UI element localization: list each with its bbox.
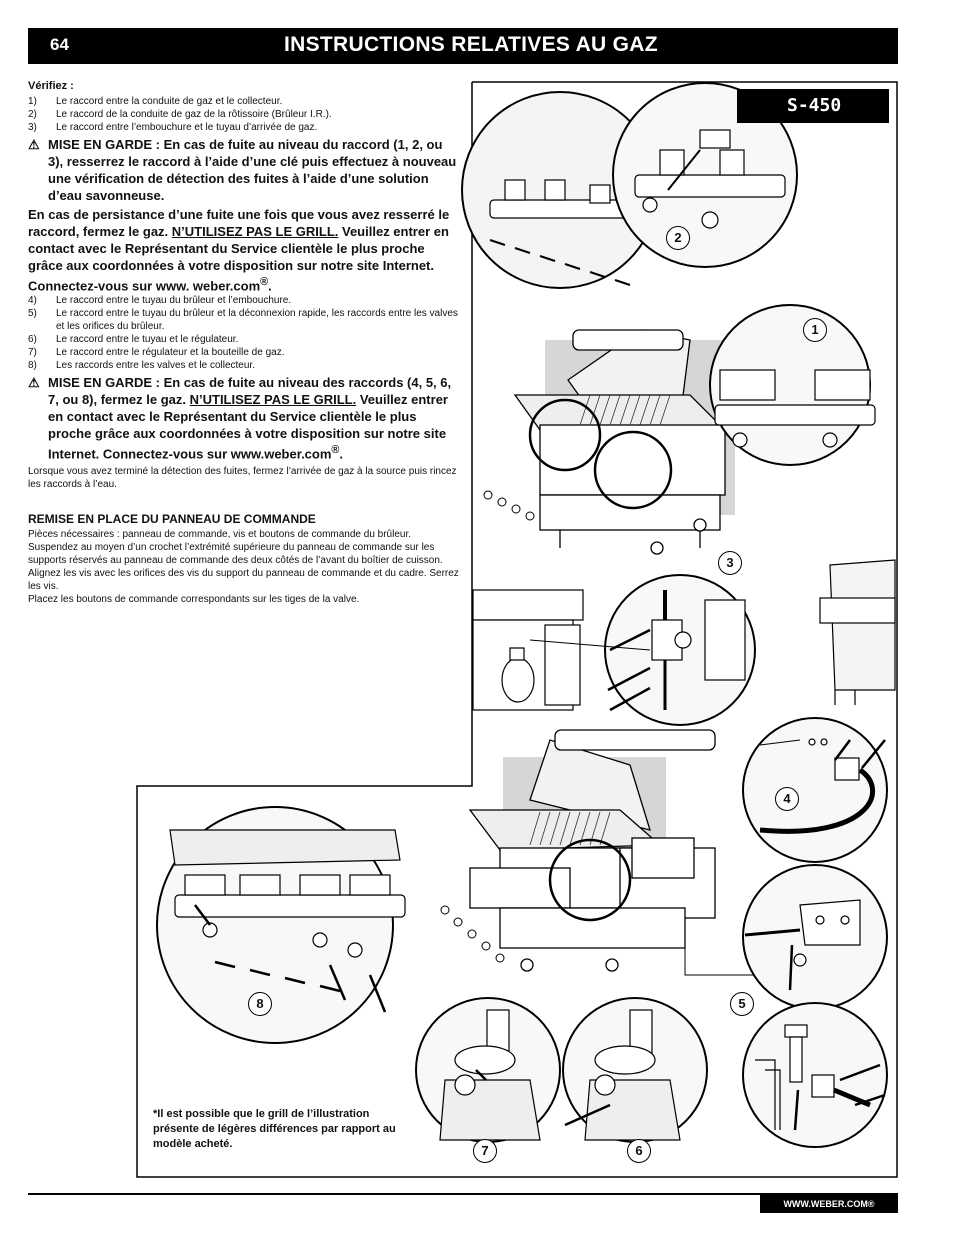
persist-paragraph: En cas de persistance d’une fuite une fois que vous avez resserré le raccord, fermez le gaz. N’UTILISEZ PAS LE GRILL. Veuillez entrer en contact avec le Représentant du Service clientèle le plus proche grâce aux coordonnées à votre disposition sur notre site Internet. Connectez-vous sur www. weber.com®. — [28, 207, 450, 294]
illustration-note: *Il est possible que le grill de l’illustration présente de légères différences par rapport au modèle acheté. — [153, 1108, 396, 1150]
panel-section-title: REMISE EN PLACE DU PANNEAU DE COMMANDE — [28, 511, 316, 526]
list-item: 2) Le raccord de la conduite de gaz de la rôtissoire (Brûleur I.R.). — [28, 109, 332, 120]
page-number: 64 — [50, 35, 69, 54]
valve-manifold-2b — [490, 180, 630, 218]
callout-4: 4 — [775, 787, 799, 811]
list-item: 5) Le raccord entre le tuyau du brûleur et la déconnexion rapide, les raccords entre les valves et les orifices du brûleur. — [28, 308, 458, 333]
callout-1: 1 — [803, 318, 827, 342]
page-title: INSTRUCTIONS RELATIVES AU GAZ — [284, 33, 658, 56]
check-label: Vérifiez : — [28, 80, 74, 92]
panel-step-1: Suspendez au moyen d’un crochet l’extrémité supérieure du panneau de commande sur les supports réservés au panneau de commande des deux côtés de l’avant du boîtier de cuisson. — [28, 541, 443, 566]
list-item: 8) Les raccords entre les valves et le collecteur. — [28, 360, 255, 372]
callout-8: 8 — [248, 992, 272, 1016]
grill-right-partial — [820, 560, 895, 705]
list-item: 6) Le raccord entre le tuyau et le régulateur. — [28, 334, 239, 346]
callout-3: 3 — [718, 551, 742, 575]
list-item: 1) Le raccord entre la conduite de gaz et le collecteur. — [28, 96, 283, 107]
panel-parts: Pièces nécessaires : panneau de commande, vis et boutons de commande du brûleur. — [28, 528, 412, 540]
control-knobs-bottom — [441, 906, 504, 962]
panel-step-2: Alignez les vis avec les orifices des vis du support du panneau de commande et du cadre. Serrez les vis. — [28, 567, 459, 592]
footer-url[interactable]: WWW.WEBER.COM® — [760, 1195, 898, 1213]
callout-2: 2 — [666, 226, 690, 250]
warning-icon: ⚠ — [28, 137, 40, 152]
warning-icon: ⚠ — [28, 375, 40, 391]
callout-5: 5 — [730, 992, 754, 1016]
list-item: 7) Le raccord entre le régulateur et la bouteille de gaz. — [28, 347, 285, 359]
callout-7: 7 — [473, 1139, 497, 1163]
warning-2: ⚠ MISE EN GARDE : En cas de fuite au niveau des raccords (4, 5, 6, 7, ou 8), fermez le gaz. N’UTILISEZ PAS LE GRILL. Veuillez entrer en contact avec le Représentant du Service clientèle le plus proche grâce aux coordonnées à votre disposition sur notre site Internet. Connectez-vous sur www.weber.com®. — [28, 375, 452, 462]
detail-circle-4 — [743, 718, 887, 862]
control-knobs-top — [484, 491, 534, 520]
callout-6: 6 — [627, 1139, 651, 1163]
list-item: 3) Le raccord entre l’embouchure et le tuyau d’arrivée de gaz. — [28, 122, 318, 133]
after-check-text: Lorsque vous avez terminé la détection des fuites, fermez l’arrivée de gaz à la source puis rincez les raccords à l’eau. — [28, 465, 457, 490]
model-badge: S-450 — [737, 89, 889, 123]
list-item: 4) Le raccord entre le tuyau du brûleur et l’embouchure. — [28, 295, 292, 307]
warning-1: ⚠ MISE EN GARDE : En cas de fuite au niveau du raccord (1, 2, ou 3), resserrez le raccord à l’aide d’une clé puis effectuez à nouveau une vérification de détection des fuites à l’aide d’une solution d’eau savonneuse. — [28, 137, 457, 203]
grill-left-partial — [473, 590, 583, 710]
panel-step-3: Placez les boutons de commande correspondants sur les tiges de la valve. — [28, 593, 360, 605]
